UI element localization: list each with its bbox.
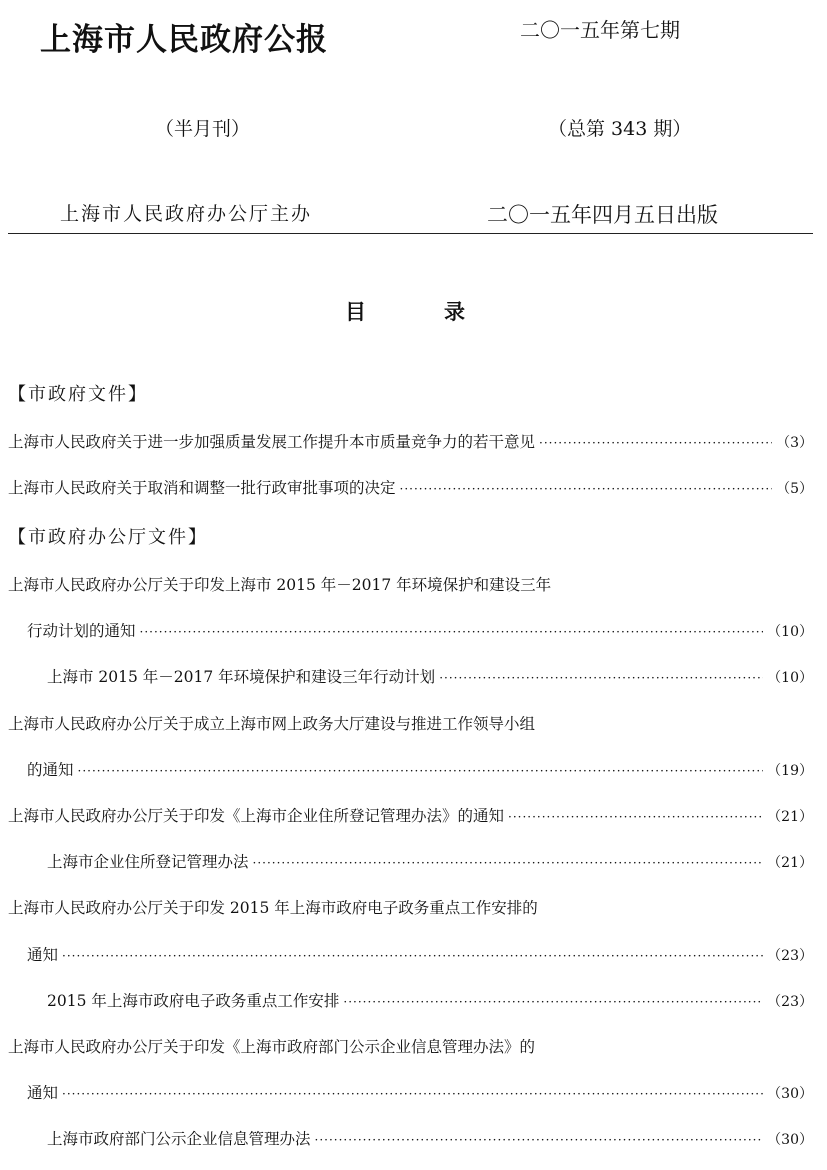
- dot-leader: [400, 482, 773, 496]
- toc-entry[interactable]: [8, 476, 813, 498]
- dot-leader: [539, 436, 772, 450]
- toc-entry-title: 上海市人民政府办公厅关于成立上海市网上政务大厅建设与推进工作领导小组: [8, 714, 536, 733]
- toc-entry[interactable]: [47, 850, 813, 872]
- toc-entry-title: 通知: [27, 945, 59, 964]
- toc-entry-page: （23）: [767, 947, 813, 964]
- toc-entry[interactable]: [8, 1035, 813, 1057]
- toc-entry-page: （23）: [767, 993, 813, 1010]
- toc-title-left: 目: [345, 299, 366, 324]
- toc-entry[interactable]: [27, 1081, 813, 1103]
- toc-entry-title: 上海市 2015 年－2017 年环境保护和建设三年行动计划: [47, 668, 436, 687]
- dot-leader: [508, 810, 763, 824]
- total-issue-number: （总第 343 期）: [548, 118, 692, 140]
- toc-entry-title: 上海市人民政府办公厅关于印发 2015 年上海市政府电子政务重点工作安排的: [8, 899, 538, 918]
- toc-entry-page: （10）: [767, 624, 813, 641]
- toc-title-right: 录: [444, 299, 465, 324]
- toc-entry-title: 2015 年上海市政府电子政务重点工作安排: [47, 991, 340, 1010]
- toc-entry[interactable]: [47, 665, 813, 687]
- toc-entry-title: 行动计划的通知: [27, 622, 136, 641]
- toc-entry-title: 上海市人民政府关于取消和调整一批行政审批事项的决定: [8, 479, 396, 498]
- toc-entry[interactable]: [8, 430, 813, 452]
- toc-entry-page: （5）: [776, 481, 813, 498]
- toc-entry-title: 的通知: [27, 760, 74, 779]
- toc-section-heading: 【市政府文件】: [8, 384, 148, 405]
- dot-leader: [140, 625, 764, 639]
- dot-leader: [62, 1087, 763, 1101]
- toc-entry-title: 通知: [27, 1084, 59, 1103]
- organizer: 上海市人民政府办公厅主办: [60, 203, 313, 225]
- toc-title: [345, 296, 465, 326]
- publish-date: 二〇一五年四月五日出版: [487, 203, 718, 227]
- toc-entry-page: （3）: [776, 435, 813, 451]
- toc-entry-title: 上海市企业住所登记管理办法: [47, 853, 249, 872]
- toc-entry-page: （10）: [767, 670, 813, 687]
- toc-entry[interactable]: [27, 943, 813, 965]
- toc-entry[interactable]: [8, 896, 813, 918]
- dot-leader: [315, 1133, 764, 1147]
- toc-entry[interactable]: [27, 758, 813, 780]
- toc-entry[interactable]: [27, 619, 813, 641]
- toc-entry[interactable]: [8, 712, 813, 734]
- dot-leader: [62, 949, 763, 963]
- toc-entry-title: 上海市人民政府办公厅关于印发上海市 2015 年－2017 年环境保护和建设三年: [8, 576, 552, 594]
- header-divider: [8, 233, 813, 234]
- toc-entry[interactable]: [8, 804, 813, 826]
- toc-entry-page: （21）: [767, 809, 813, 825]
- dot-leader: [343, 995, 763, 1009]
- publication-frequency: （半月刊）: [155, 118, 251, 140]
- toc-section-heading: 【市政府办公厅文件】: [8, 527, 208, 548]
- toc-entry-page: （30）: [767, 1086, 813, 1103]
- gazette-title: 上海市人民政府公报: [40, 22, 328, 58]
- toc-entry[interactable]: [47, 1127, 813, 1149]
- toc-entry[interactable]: [47, 989, 813, 1011]
- toc-entry[interactable]: [8, 573, 813, 595]
- toc-entry-title: 上海市人民政府关于进一步加强质量发展工作提升本市质量竞争力的若干意见: [8, 433, 536, 451]
- toc-entry-page: （21）: [767, 855, 813, 872]
- dot-leader: [78, 764, 764, 778]
- dot-leader: [253, 856, 764, 870]
- toc-entry-title: 上海市人民政府办公厅关于印发《上海市企业住所登记管理办法》的通知: [8, 807, 505, 825]
- toc-entry-title: 上海市政府部门公示企业信息管理办法: [47, 1130, 311, 1149]
- issue-number: 二〇一五年第七期: [520, 18, 680, 42]
- toc-entry-page: （30）: [767, 1132, 813, 1149]
- dot-leader: [439, 671, 763, 685]
- toc-entry-page: （19）: [767, 762, 813, 779]
- toc-entry-title: 上海市人民政府办公厅关于印发《上海市政府部门公示企业信息管理办法》的: [8, 1038, 536, 1056]
